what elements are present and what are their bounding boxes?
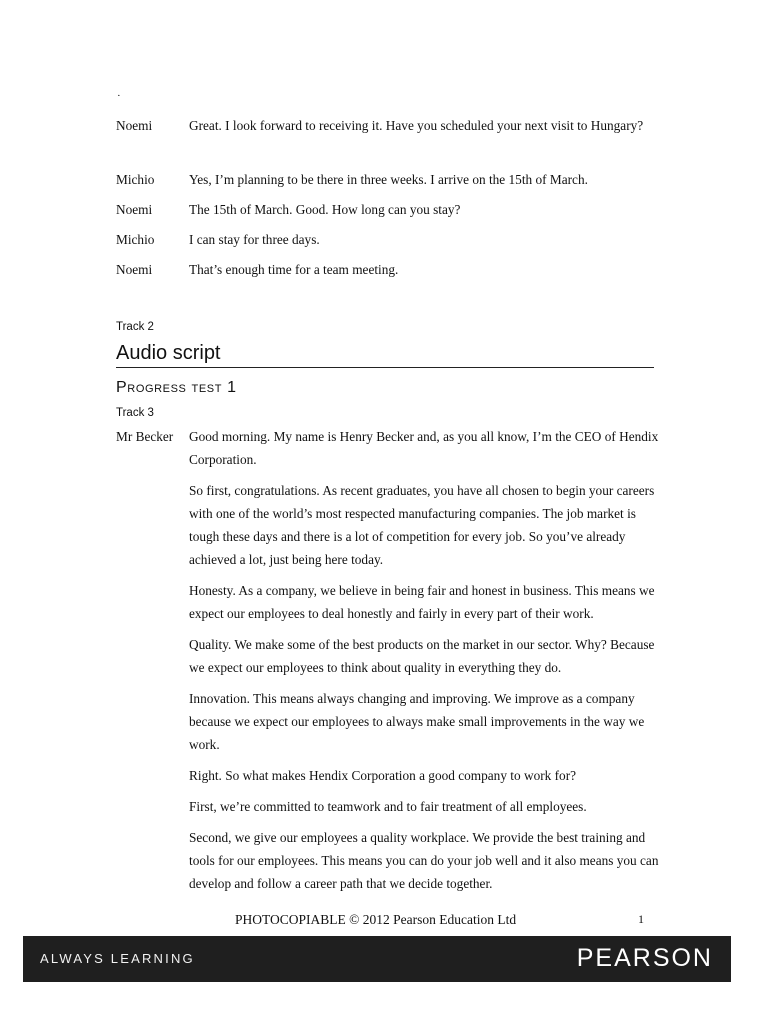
track-label: Track 2 bbox=[116, 321, 154, 333]
section-subtitle: Progress test 1 bbox=[116, 379, 237, 396]
speech-paragraph: Honesty. As a company, we believe in being fair and honest in business. This means we expect our employees to deal honestly and fairly in every part of their work. bbox=[189, 583, 655, 621]
speech-paragraph: First, we’re committed to teamwork and to fair treatment of all employees. bbox=[189, 799, 587, 814]
speech-paragraph: So first, congratulations. As recent graduates, you have all chosen to begin your careers with one of the world’s most respected manufacturing companies. The job market is tough these days and there is a lot of competition for every job. So you’ve already achieved a lot, just being here today. bbox=[189, 483, 655, 567]
speech-text: Yes, I’m planning to be there in three weeks. I arrive on the 15th of March. bbox=[189, 172, 588, 187]
speaker-name: Noemi bbox=[116, 118, 153, 133]
tagline: ALWAYS LEARNING bbox=[40, 951, 195, 966]
section-title: Audio script bbox=[116, 340, 654, 368]
speaker-name: Noemi bbox=[116, 202, 153, 217]
speaker-name: Michio bbox=[116, 172, 155, 187]
track-label: Track 3 bbox=[116, 407, 154, 419]
speech-paragraph: Good morning. My name is Henry Becker and, as you all know, I’m the CEO of Hendix Corporation. bbox=[189, 429, 659, 467]
speech-text: Great. I look forward to receiving it. Have you scheduled your next visit to Hungary? bbox=[189, 118, 644, 133]
brand-logo: PEARSON bbox=[576, 944, 713, 972]
top-mark: · bbox=[117, 90, 121, 102]
page-number: 1 bbox=[638, 912, 644, 926]
footer-banner bbox=[23, 936, 731, 982]
speaker-name: Noemi bbox=[116, 262, 153, 277]
speech-text: The 15th of March. Good. How long can you stay? bbox=[189, 202, 461, 217]
speaker-name: Michio bbox=[116, 232, 155, 247]
speech-paragraph: Second, we give our employees a quality workplace. We provide the best training and tools for our employees. This means you can do your job well and it also means you can develop and follow a career path that we decide together. bbox=[189, 830, 659, 891]
speech-text: I can stay for three days. bbox=[189, 232, 320, 247]
speech-text: That’s enough time for a team meeting. bbox=[189, 262, 399, 277]
speech-paragraph: Quality. We make some of the best products on the market in our sector. Why? Because we expect our employees to think about quality in everything they do. bbox=[189, 637, 655, 675]
speaker-name: Mr Becker bbox=[116, 429, 174, 444]
speech-paragraph: Innovation. This means always changing and improving. We improve as a company because we expect our employees to always make small improvements in the way we work. bbox=[189, 691, 645, 752]
speech-body bbox=[189, 425, 659, 903]
speech-paragraph: Right. So what makes Hendix Corporation a good company to work for? bbox=[189, 768, 577, 783]
copyright-notice: PHOTOCOPIABLE © 2012 Pearson Education Ltd bbox=[235, 912, 517, 927]
